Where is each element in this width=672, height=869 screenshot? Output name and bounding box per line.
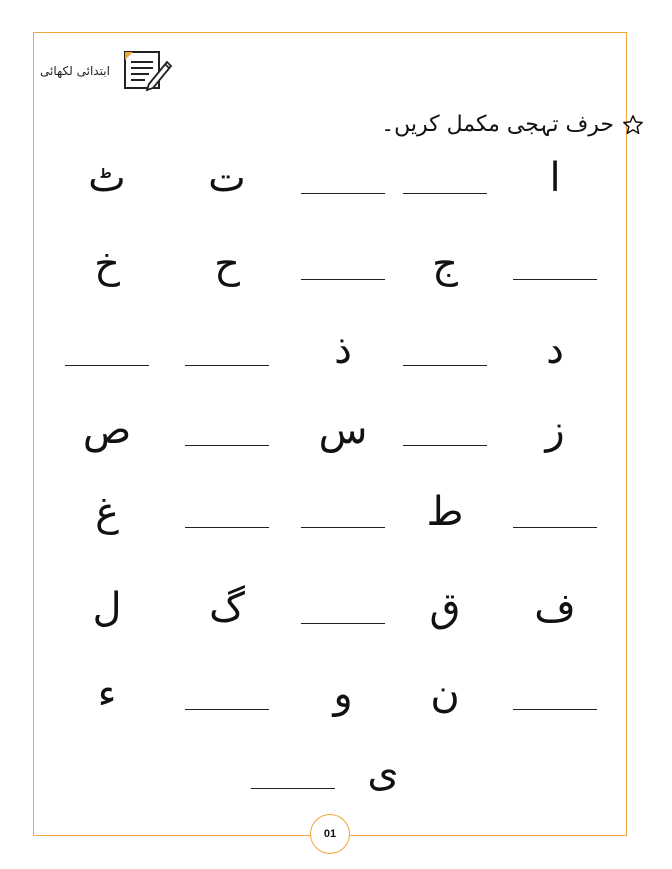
letter: خ	[94, 241, 120, 287]
blank-line[interactable]	[185, 527, 269, 528]
letter: ذ	[334, 327, 352, 373]
worksheet-title: ابتدائی لکھائی	[40, 64, 110, 78]
letter-cell	[400, 580, 490, 636]
letter-cell	[182, 580, 272, 636]
blank-line[interactable]	[513, 527, 597, 528]
blank-cell[interactable]	[400, 150, 490, 206]
letter-cell	[298, 402, 388, 458]
blank-cell[interactable]	[182, 484, 272, 540]
letter-cell	[400, 666, 490, 722]
letter-cell	[62, 150, 152, 206]
blank-line[interactable]	[301, 279, 385, 280]
blank-cell[interactable]	[400, 322, 490, 378]
letter-cell	[298, 666, 388, 722]
letter: غ	[95, 489, 119, 535]
letter-cell	[298, 322, 388, 378]
letter-cell	[182, 150, 272, 206]
blank-cell[interactable]	[62, 322, 152, 378]
blank-line[interactable]	[513, 709, 597, 710]
letter: د	[546, 327, 564, 373]
last-letter-cell	[338, 745, 428, 801]
letter: ز	[545, 407, 565, 453]
letter-cell	[62, 484, 152, 540]
letter-cell	[62, 580, 152, 636]
letter: ء	[97, 671, 117, 717]
blank-line[interactable]	[403, 193, 487, 194]
letter-cell	[62, 666, 152, 722]
letter: ن	[430, 671, 460, 717]
letter-cell	[510, 322, 600, 378]
blank-line[interactable]	[513, 279, 597, 280]
page-number: 01	[310, 814, 350, 854]
letter: ت	[208, 155, 246, 201]
letter: ا	[549, 155, 561, 201]
blank-line[interactable]	[185, 445, 269, 446]
letter: ٹ	[88, 155, 126, 201]
letter-cell	[400, 484, 490, 540]
letter-cell	[400, 236, 490, 292]
blank-line[interactable]	[251, 788, 335, 789]
letter-cell	[62, 402, 152, 458]
blank-line[interactable]	[185, 709, 269, 710]
blank-cell[interactable]	[510, 236, 600, 292]
blank-line[interactable]	[403, 365, 487, 366]
letter: ج	[432, 241, 458, 287]
letter-cell	[62, 236, 152, 292]
blank-line[interactable]	[403, 445, 487, 446]
letter-cell	[182, 236, 272, 292]
letter: ل	[92, 585, 122, 631]
blank-line[interactable]	[185, 365, 269, 366]
blank-cell[interactable]	[400, 402, 490, 458]
blank-line[interactable]	[301, 623, 385, 624]
letter-cell	[510, 580, 600, 636]
letter: ط	[426, 489, 464, 535]
blank-line[interactable]	[301, 527, 385, 528]
notebook-pencil-icon	[123, 48, 173, 92]
star-outline-icon	[622, 114, 644, 136]
instruction-text: حرف تہجی مکمل کریں۔	[381, 112, 614, 137]
letter-cell	[510, 402, 600, 458]
blank-line[interactable]	[301, 193, 385, 194]
letter: ف	[534, 585, 576, 631]
letter: گ	[209, 585, 245, 631]
blank-cell[interactable]	[298, 150, 388, 206]
blank-cell[interactable]	[510, 484, 600, 540]
blank-cell[interactable]	[510, 666, 600, 722]
letter: س	[318, 407, 368, 453]
letter: و	[333, 671, 353, 717]
blank-cell[interactable]	[182, 666, 272, 722]
blank-cell[interactable]	[182, 322, 272, 378]
blank-line[interactable]	[65, 365, 149, 366]
blank-cell[interactable]	[298, 484, 388, 540]
blank-cell[interactable]	[182, 402, 272, 458]
blank-cell[interactable]	[298, 580, 388, 636]
letter-cell	[510, 150, 600, 206]
last-blank-cell[interactable]	[248, 745, 338, 801]
letter: ص	[82, 407, 132, 453]
letter: ی	[367, 750, 399, 796]
blank-cell[interactable]	[298, 236, 388, 292]
instruction	[381, 112, 644, 137]
letter: ح	[214, 241, 240, 287]
letter: ق	[429, 585, 461, 631]
